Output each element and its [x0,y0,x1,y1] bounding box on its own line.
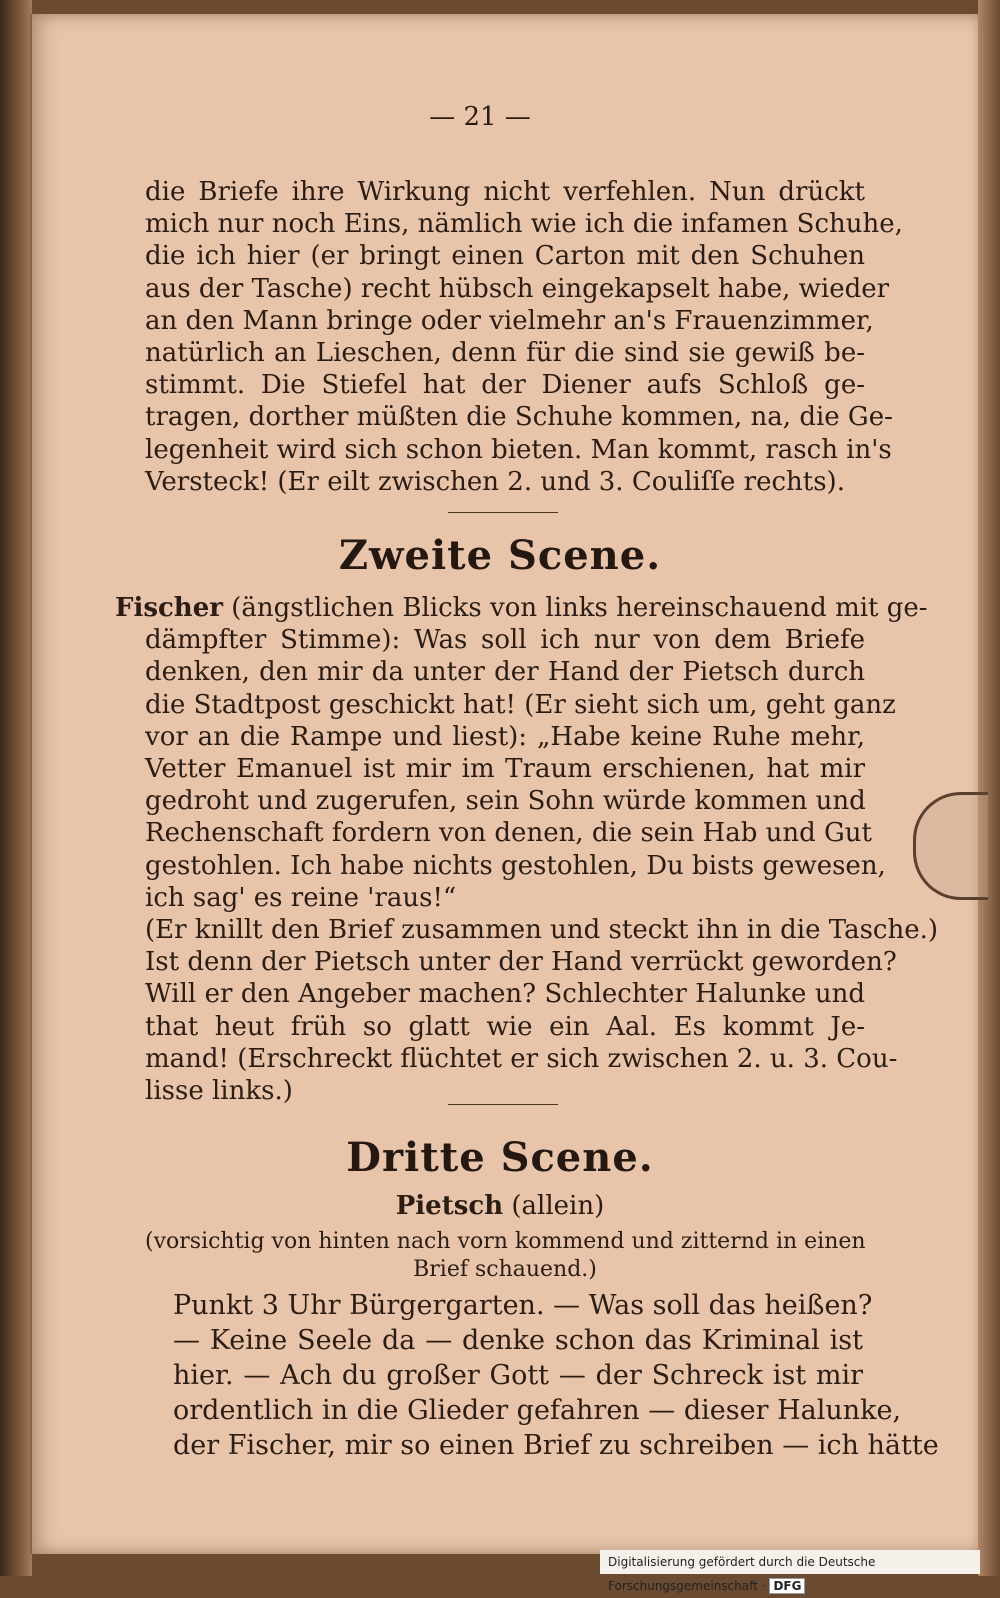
scene-3-stage-direction [145,1228,865,1284]
text-line: Punkt 3 Uhr Bürgergarten. — Was soll das heißen? [173,1290,873,1321]
book-spine [0,0,32,1576]
speaker-name: Fischer [115,593,223,623]
text-line: denken, den mir da unter der Hand der Pietsch durch [145,657,865,688]
text-line: — Keine Seele da — denke schon das Kriminal ist [173,1325,863,1356]
text-line: die ich hier (er bringt einen Carton mit den Schuhen [145,241,865,272]
text-line: Versteck! (Er eilt zwischen 2. und 3. Couliſſe rechts). [145,466,845,497]
text-line: der Fischer, mir so einen Brief zu schreiben — ich hätte [173,1430,939,1461]
text-line: die Stadtpost geschickt hat! (Er sieht sich um, geht ganz [145,689,896,720]
speaker-name: Pietsch [395,1191,504,1221]
text-line: vor an die Rampe und liest): „Habe keine Ruhe mehr, [145,721,865,752]
text-line: gestohlen. Ich habe nichts gestohlen, Du bists gewesen, [145,850,886,881]
text-line: Rechenschaft fordern von denen, die sein Hab und Gut [145,818,872,849]
section-divider [448,512,558,513]
text-line: hier. — Ach du großer Gott — der Schreck ist mir [173,1360,863,1391]
digitization-footer [600,1550,980,1593]
dfg-logo: DFG [769,1578,805,1594]
scene-2-text [115,592,939,1107]
text-line: lisse links.) [145,1076,293,1107]
text-line: ich sag' es reine 'raus!“ [145,882,457,913]
text-line: tragen, dorther müßten die Schuhe kommen, na, die Ge- [145,402,893,433]
page-edge [978,0,1000,1576]
text-line: Vetter Emanuel ist mir im Traum erschienen, hat mir [145,754,865,785]
scene-3-speaker-line [100,1190,900,1222]
paragraph-1 [145,176,903,498]
text-line: gedroht und zugerufen, sein Sohn würde kommen und [145,786,866,817]
text-line: stimmt. Die Stiefel hat der Diener aufs Schloß ge- [145,370,865,401]
text-line: die Briefe ihre Wirkung nicht verfehlen. Nun drückt [145,177,865,207]
text-line: (vorsichtig von hinten nach vorn kommend und zitternd in einen [145,1229,866,1254]
text-line: Ist denn der Pietsch unter der Hand verrückt geworden? [145,947,897,978]
section-divider [448,1104,558,1105]
scene-heading-3: Dritte Scene. [346,1134,654,1181]
text-line: that heut früh so glatt wie ein Aal. Es kommt Je- [145,1011,865,1042]
text-line: aus der Tasche) recht hübsch eingekapselt habe, wieder [145,273,890,304]
text-line: mich nur noch Eins, nämlich wie ich die infamen Schuhe, [145,209,903,240]
text-line: natürlich an Lieschen, denn für die sind sie gewiß be- [145,338,865,369]
text-line: dämpfter Stimme): Was soll ich nur von dem Briefe [145,625,865,656]
text-line: Will er den Angeber machen? Schlechter Halunke und [145,979,865,1010]
text-line: ordentlich in die Glieder gefahren — dieser Halunke, [173,1395,902,1426]
text-line [115,592,928,624]
text-line: legenheit wird sich schon bieten. Man kommt, rasch in's [145,434,892,465]
scene-3-text [173,1288,939,1463]
text-line: an den Mann bringe oder vielmehr an's Frauenzimmer, [145,305,874,336]
scene-heading-2: Zweite Scene. [338,532,662,579]
text-line: mand! (Erschreckt flüchtet er sich zwischen 2. u. 3. Cou- [145,1043,898,1074]
text-line: Brief schauend.) [413,1257,597,1282]
text-line: (Er knillt den Brief zusammen und steckt ihn in die Tasche.) [145,915,939,946]
page-tab-marker [913,792,988,900]
speaker-note: (allein) [503,1191,605,1221]
footer-text: Digitalisierung gefördert durch die Deutsche Forschungsgemeinschaft · [608,1555,876,1593]
page-number: — 21 — [429,102,531,132]
stage-direction: (ängstlichen Blicks von links hereinschauend mit ge- [222,593,928,623]
